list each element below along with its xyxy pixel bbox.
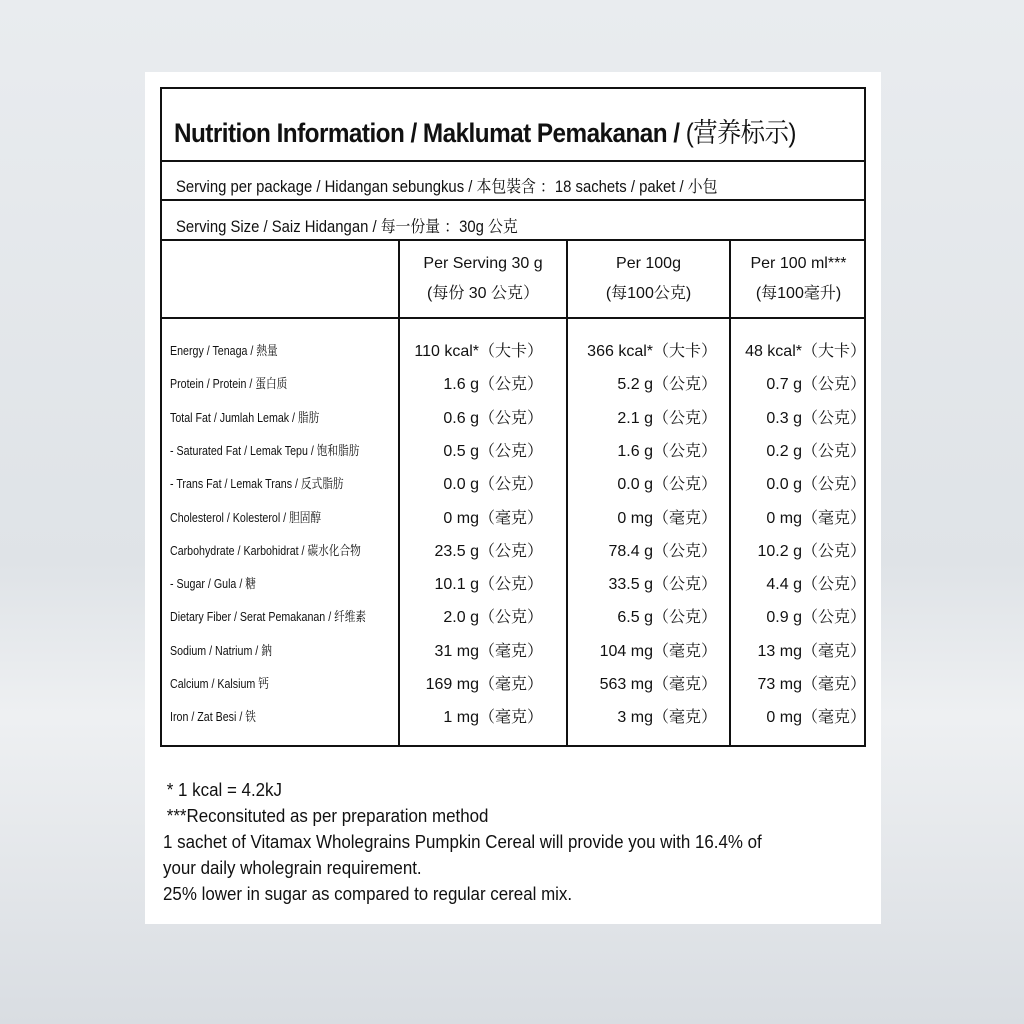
nutrient-label: Calcium / Kalsium 钙 (170, 676, 269, 691)
nutrient-value: 1.6 g（公克） (443, 376, 543, 394)
nutrient-value: 110 kcal*（大卡） (414, 343, 543, 360)
nutrient-value: 0.0 g（公克） (766, 476, 866, 494)
nutrient-value: 0.0 g（公克） (617, 476, 717, 494)
nutrient-value: 366 kcal*（大卡） (587, 343, 717, 360)
nutrient-value: 6.5 g（公克） (617, 609, 717, 627)
column-divider (398, 239, 400, 745)
nutrient-value: 10.1 g（公克） (434, 576, 543, 594)
nutrient-label: - Saturated Fat / Lemak Tepu / 饱和脂肪 (170, 442, 360, 458)
column-divider (566, 239, 568, 745)
nutrient-label: Sodium / Natrium / 鈉 (170, 642, 272, 658)
table-title (174, 111, 796, 150)
nutrient-label: - Trans Fat / Lemak Trans / 反式脂肪 (170, 476, 344, 492)
nutrient-value: 0.9 g（公克） (766, 609, 866, 627)
nutrient-label: Total Fat / Jumlah Lemak / 脂肪 (170, 409, 320, 425)
nutrient-value: 13 mg（毫克） (757, 642, 866, 660)
nutrient-label: Energy / Tenaga / 熱量 (170, 343, 278, 358)
serving-size: Serving Size / Saiz Hidangan / 每一份量 ：30g 公克 (176, 218, 518, 236)
nutrient-value: 4.4 g（公克） (766, 576, 866, 594)
divider (162, 199, 864, 201)
column-header-per-100ml (731, 249, 866, 309)
nutrient-value: 104 mg（毫克） (599, 642, 717, 660)
nutrient-value: 23.5 g（公克） (434, 542, 543, 560)
nutrient-value: 48 kcal*（大卡） (745, 343, 866, 360)
nutrient-label: - Sugar / Gula / 糖 (170, 576, 256, 592)
nutrient-value: 73 mg（毫克） (757, 676, 866, 693)
nutrition-table (160, 87, 866, 747)
nutrient-value: 0 mg（毫克） (617, 509, 717, 527)
nutrient-value: 2.1 g（公克） (617, 409, 717, 427)
divider (162, 239, 864, 241)
nutrient-value: 0 mg（毫克） (766, 509, 866, 527)
nutrient-label: Carbohydrate / Karbohidrat / 碳水化合物 (170, 542, 361, 558)
nutrient-label: Dietary Fiber / Serat Pemakanan / 纤维素 (170, 609, 367, 625)
footnotes (163, 777, 800, 907)
title-main: Nutrition Information / Maklumat Pemakanan / (174, 118, 686, 148)
nutrient-value: 1 mg（毫克） (443, 709, 543, 727)
nutrient-label: Iron / Zat Besi / 铁 (170, 709, 256, 725)
nutrient-value: 0.3 g（公克） (766, 409, 866, 427)
nutrient-value: 0 mg（毫克） (766, 709, 866, 727)
footnote: * 1 kcal = 4.2kJ (166, 780, 282, 800)
nutrient-value: 169 mg（毫克） (425, 676, 543, 693)
title-chinese: (营养标示) (685, 118, 796, 148)
serving-per-package: Serving per package / Hidangan sebungkus / 本包裝含 ：18 sachets / paket / 小包 (176, 178, 718, 196)
nutrient-value: 0.0 g（公克） (443, 476, 543, 494)
nutrient-value: 2.0 g（公克） (443, 609, 543, 627)
column-header-line: Per 100g (616, 255, 681, 272)
nutrient-value: 78.4 g（公克） (608, 542, 717, 560)
nutrition-panel (145, 72, 881, 924)
nutrient-value: 10.2 g（公克） (757, 542, 866, 560)
nutrient-label: Protein / Protein / 蛋白质 (170, 376, 288, 392)
nutrient-value: 563 mg（毫克） (599, 676, 717, 693)
nutrient-value: 31 mg（毫克） (434, 642, 543, 660)
nutrient-value: 0.5 g（公克） (443, 442, 543, 460)
nutrient-value: 0.7 g（公克） (766, 376, 866, 394)
nutrient-label: Cholesterol / Kolesterol / 胆固醇 (170, 509, 322, 525)
nutrient-value: 0 mg（毫克） (443, 509, 543, 527)
nutrient-value: 0.6 g（公克） (443, 409, 543, 427)
column-header-line: (每100毫升) (755, 285, 842, 302)
nutrient-value: 5.2 g（公克） (617, 376, 717, 394)
footnote: 1 sachet of Vitamax Wholegrains Pumpkin Cereal will provide you with 16.4% of (163, 832, 762, 852)
footnote: ***Reconsituted as per preparation method (166, 806, 489, 826)
column-header-line: Per Serving 30 g (423, 255, 543, 272)
divider (162, 160, 864, 162)
column-header-line: (每份 30 公克） (426, 285, 540, 302)
footnote: 25% lower in sugar as compared to regular cereal mix. (163, 884, 573, 904)
nutrient-value: 0.2 g（公克） (766, 442, 866, 460)
nutrient-value: 33.5 g（公克） (608, 576, 717, 594)
divider (162, 317, 864, 319)
column-header-line: (每100公克) (605, 285, 692, 302)
column-header-per-100g (568, 249, 729, 309)
nutrient-value: 3 mg（毫克） (617, 709, 717, 727)
column-divider (729, 239, 731, 745)
column-header-per-serving (400, 249, 566, 309)
nutrient-value: 1.6 g（公克） (617, 442, 717, 460)
column-header-line: Per 100 ml*** (750, 255, 847, 272)
footnote: your daily wholegrain requirement. (163, 858, 422, 878)
